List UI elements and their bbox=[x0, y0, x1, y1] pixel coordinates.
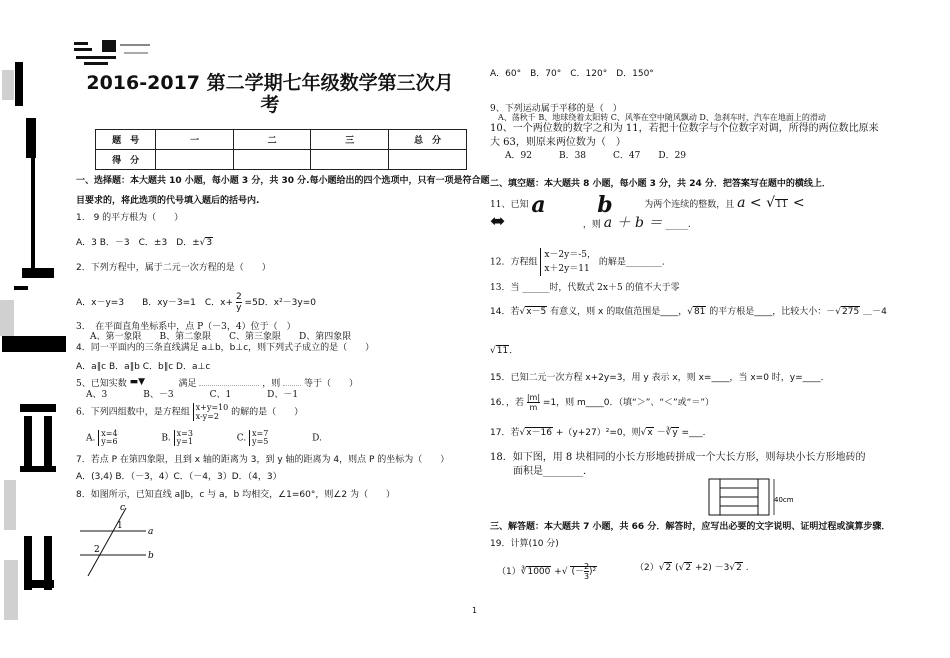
page-number: 1 bbox=[472, 606, 478, 615]
question-16: 16．，若 $\frac{|m|}{m}$ =1，则 m____0．（填“＞”、“＜”或“＝”） bbox=[490, 393, 715, 412]
label-c: c bbox=[120, 503, 126, 513]
question-14: 14．若√x－5 有意义，则 x 的取值范围是____，√81 的平方根是____，比较大小：－√275 ＿－4 bbox=[490, 307, 887, 317]
school-logo bbox=[72, 40, 162, 70]
score-cell[interactable] bbox=[389, 150, 467, 170]
question-5-options: A、3 B、－3 C、1 D、－1 bbox=[86, 390, 299, 400]
question-10: 10、一个两位数的数字之和为 11，若把十位数字与个位数字对调，所得的两位数比原来 大 63，则原来两位数为（ ） bbox=[490, 123, 879, 148]
question-8-options: A．60° B．70° C．120° D．150° bbox=[490, 69, 654, 79]
score-header-total: 总 分 bbox=[389, 130, 467, 150]
question-19-part-2: （2）√2 (√2 +2) －3√2 . bbox=[635, 563, 749, 573]
line-c bbox=[88, 508, 126, 576]
question-7-options: A．(3,4) B．（－3，4）C．（－4，3）D．（4，3） bbox=[76, 472, 282, 482]
question-8: 8．如图所示，已知直线 a∥b，c 与 a，b 均相交，∠1=60°，则∠2 为（ ） bbox=[76, 490, 396, 500]
question-2-options: A．x－y=3 B．xy－3=1 C．x+ $\frac{2}{y}$ =5D．x²－3y=0 bbox=[76, 292, 316, 313]
label-b: b bbox=[148, 551, 154, 561]
question-11-line2: ⬌ ，则 a ＋ b ＝ _____. bbox=[490, 211, 691, 232]
question-19-part-1: （1）∛1000 +√ (－ $\frac{2}{3}$ )² bbox=[497, 562, 597, 581]
question-5: 5、已知实数 ▬▼ 满足 ，则 等于（ ） bbox=[76, 377, 359, 389]
score-header-1: 一 bbox=[156, 130, 234, 150]
score-row-label: 得 分 bbox=[96, 150, 156, 170]
question-19: 19．计算(10 分) bbox=[490, 539, 559, 549]
section2-heading: 二、填空题：本大题共 8 小题，每小题 3 分，共 24 分．把答案写在题中的横线上． bbox=[490, 179, 831, 189]
section1-heading: 一、选择题：本大题共 10 小题，每小题 3 分，共 30 分.每小题给出的四个选项中，只有一项是符合题 目要求的，将此选项的代号填入题后的括号内. bbox=[76, 176, 490, 206]
question-1-options: A．3 B．－3 C．±3 D．±√3 bbox=[76, 238, 213, 248]
parallel-lines-figure bbox=[76, 500, 166, 580]
score-cell[interactable] bbox=[311, 150, 389, 170]
question-15: 15．已知二元一次方程 x+2y=3，用 y 表示 x，则 x=____，当 x=0 时，y=____． bbox=[490, 373, 830, 383]
question-4-options: A．a∥c B．a∥b C．b∥c D．a⊥c bbox=[76, 362, 211, 372]
question-9: 9、下列运动属于平移的是（ ） bbox=[490, 104, 622, 114]
score-cell[interactable] bbox=[233, 150, 311, 170]
tile-figure bbox=[708, 478, 798, 518]
question-2: 2．下列方程中，属于二元一次方程的是（ ） bbox=[76, 263, 271, 273]
angle-1-label: 1 bbox=[117, 521, 123, 531]
score-header-3: 三 bbox=[311, 130, 389, 150]
question-4: 4．同一平面内的三条直线满足 a⊥b，b⊥c，则下列式子成立的是（ ） bbox=[76, 343, 375, 353]
angle-2-label: 2 bbox=[94, 545, 100, 555]
score-header-2: 二 bbox=[233, 130, 311, 150]
question-6: 6．下列四组数中，是方程组 x+y=10 x-y=2 的解的是（ ） bbox=[76, 403, 304, 421]
question-6-options: A. x=4 y=6 B. x=3 y=1 C. x=7 y=5 D. bbox=[86, 429, 322, 446]
question-12: 12．方程组 x－2y＝-5， x＋2y＝11 的解是________． bbox=[490, 250, 671, 274]
page-title: 2016-2017 第二学期七年级数学第三次月 考 bbox=[86, 72, 454, 116]
label-a: a bbox=[148, 527, 154, 537]
question-10-options: A．92 B．38 C．47 D．29 bbox=[505, 151, 687, 161]
section3-heading: 三、解答题：本大题共 7 小题，共 66 分．解答时，应写出必要的文字说明、证明过程或演算步骤． bbox=[490, 522, 891, 532]
score-table bbox=[95, 129, 467, 170]
question-14-line2: √11． bbox=[490, 346, 519, 356]
question-7: 7．若点 P 在第四象限，且到 x 轴的距离为 3，到 y 轴的距离为 4，则点 P 的坐标为（ ） bbox=[76, 455, 450, 465]
score-header-label: 题 号 bbox=[96, 130, 156, 150]
dimension-label: 40cm bbox=[774, 496, 794, 504]
question-9-options: A、荡秋千 B、地球绕着太阳转 C、风筝在空中随风飘动 D、急刹车时，汽车在地面上的滑动 bbox=[498, 113, 826, 122]
question-13: 13．当 ______时，代数式 2x＋5 的值不大于零 bbox=[490, 283, 680, 293]
question-11: 11、已知 a b 为两个连续的整数，且 a < √11 < bbox=[490, 191, 805, 218]
question-18: 18．如下图，用 8 块相同的小长方形地砖拼成一个大长方形，则每块小长方形地砖的 面积是________． bbox=[490, 452, 866, 477]
question-17: 17．若√x－16 +（y+27）²=0，则√x －∛y =___． bbox=[490, 428, 712, 438]
question-3-options: A、第一象限 B、第二象限 C、第三象限 D、第四象限 bbox=[90, 332, 352, 342]
question-3: 3． 在平面直角坐标系中，点 P（－3，4）位于（ ） bbox=[76, 322, 296, 332]
question-1: 1. 9 的平方根为（ ） bbox=[76, 213, 184, 223]
score-cell[interactable] bbox=[156, 150, 234, 170]
